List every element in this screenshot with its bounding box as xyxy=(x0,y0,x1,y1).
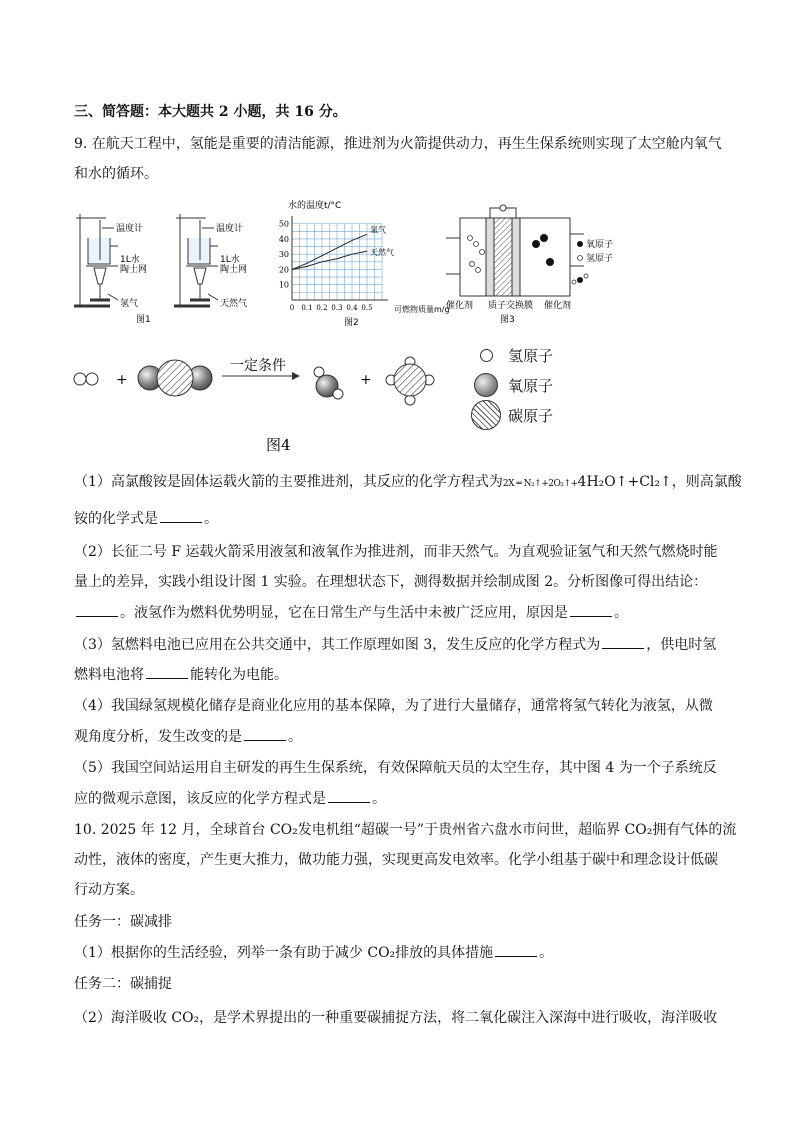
answer-blank[interactable] xyxy=(328,788,370,803)
hydrogen-atom-icon xyxy=(480,349,493,362)
q9-sub2-line1: （2）长征二号 F 运载火箭采用液氢和液氧作为推进剂，而非天然气。为直观验证氢气和天然气燃烧时能 xyxy=(74,544,718,560)
figure-3-fuel-cell xyxy=(440,204,630,326)
q9-sub3-line2 xyxy=(74,664,288,685)
q9-sub1-line1 xyxy=(74,472,742,494)
x-tick-labels xyxy=(290,304,373,312)
y-tick-label: 40 xyxy=(278,234,289,244)
y-axis-label: 水的温度t/°C xyxy=(288,201,342,211)
q9-sub5-text-b: 应的微观示意图，该反应的化学方程式是 xyxy=(74,791,326,807)
fig1-right-gauze: 陶土网 xyxy=(220,265,248,275)
answer-blank[interactable] xyxy=(495,942,537,957)
series-label-0: 氢气 xyxy=(370,225,386,235)
q10-intro-line2: 动性，液体的密度，产生更大推力，做功能力强，实现更高发电效率。化学小组基于碳中和理念设计低碳 xyxy=(74,852,718,868)
q9-sub1-text-c: 铵的化学式是 xyxy=(74,511,158,527)
answer-blank[interactable] xyxy=(602,634,644,649)
x-tick-label: 0.1 xyxy=(301,304,313,312)
answer-blank[interactable] xyxy=(244,726,286,741)
q10-sub1-line: （1）根据你的生活经验，列举一条有助于减少 CO₂排放的具体措施 。 xyxy=(74,942,553,963)
fig1-left-thermometer: 温度计 xyxy=(116,224,144,234)
q10-sub2-line: （2）海洋吸收 CO₂，是学术界提出的一种重要碳捕捉方法，将二氧化碳注入深海中进行吸收，海洋吸收 xyxy=(74,1010,718,1026)
fig1-right-gas: 天然气 xyxy=(220,299,248,309)
q9-intro-line2: 和水的循环。 xyxy=(74,166,158,182)
fig1-left-gauze: 陶土网 xyxy=(120,265,148,275)
x-tick-label: 0.3 xyxy=(331,304,343,312)
product-ch4 xyxy=(386,357,434,405)
fig3-legend-hydrogen: 氢原子 xyxy=(586,254,614,264)
fig3-legend-oxygen: 氧原子 xyxy=(586,240,614,250)
answer-blank[interactable] xyxy=(76,602,118,617)
q10-task1: 任务一：碳减排 xyxy=(74,914,172,930)
y-tick-label: 30 xyxy=(278,250,289,260)
fig2-caption: 图2 xyxy=(344,318,359,328)
x-tick-label: 0.2 xyxy=(316,304,328,312)
chart-grid xyxy=(292,224,382,300)
answer-blank[interactable] xyxy=(570,602,612,617)
series-label-1: 天然气 xyxy=(370,248,394,258)
q9-sub5-line2: 应的微观示意图，该反应的化学方程式是 。 xyxy=(74,788,386,809)
legend-carbon: 碳原子 xyxy=(508,406,554,425)
q9-intro-line1: 9. 在航天工程中，氢能是重要的清洁能源，推进剂为火箭提供动力，再生生保系统则实现了太空舱内氧气 xyxy=(74,136,722,152)
q9-sub4-line1: （4）我国绿氢规模化储存是商业化应用的基本保障，为了进行大量储存，通常将氢气转化为液氢，从微 xyxy=(74,698,713,714)
q9-sub3-line1 xyxy=(74,634,716,655)
reactant-co2 xyxy=(138,360,212,396)
y-tick-label: 50 xyxy=(278,219,289,229)
q9-sub3-text-b: ，供电时氢 xyxy=(646,637,717,653)
y-tick-label: 10 xyxy=(278,280,289,290)
product-h2o xyxy=(314,367,343,399)
q9-sub2-text-c: 。液氢作为燃料优势明显，它在日常生产与生活中未被广泛应用，原因是 xyxy=(120,605,568,621)
plus-sign-1: + xyxy=(116,372,128,388)
answer-blank[interactable] xyxy=(160,508,202,523)
fig3-membrane: 质子交换膜 xyxy=(488,301,534,311)
fig1-left-gas: 氢气 xyxy=(120,299,139,309)
reactant-h2 xyxy=(74,373,98,385)
oxygen-atom-icon xyxy=(474,373,498,397)
figure-4-reaction xyxy=(70,340,470,460)
q9-sub1-equation: 2X ═ N₂↑+2O₂↑+ xyxy=(502,479,578,489)
q9-sub4-line2: 观角度分析，发生改变的是 。 xyxy=(74,726,302,747)
q9-sub3-text-c: 燃料电池将 xyxy=(74,667,144,683)
fig4-legend xyxy=(470,340,553,430)
answer-blank[interactable] xyxy=(146,664,188,679)
fig3-catalyst-right: 催化剂 xyxy=(544,301,572,311)
q10-intro-line1: 10. 2025 年 12 月，全球首台 CO₂发电机组“超碳一号”于贵州省六盘水市问世，超临界 CO₂拥有气体的流 xyxy=(74,822,737,838)
fig1-right-water: 1L水 xyxy=(220,255,240,265)
x-axis-label: 可燃物质量m/g xyxy=(394,305,450,314)
q10-task2: 任务二：碳捕捉 xyxy=(74,976,172,992)
x-tick-label: 0.5 xyxy=(361,304,373,312)
x-tick-label: 0 xyxy=(289,304,295,312)
q9-sub3-text-d: 能转化为电能。 xyxy=(190,667,288,683)
y-tick-label: 20 xyxy=(278,265,289,275)
q10-sub1-text: （1）根据你的生活经验，列举一条有助于减少 CO₂排放的具体措施 xyxy=(74,945,494,961)
q9-sub4-text-b: 观角度分析，发生改变的是 xyxy=(74,729,242,745)
fig3-caption: 图3 xyxy=(500,315,515,325)
section-title: 三、简答题：本大题共 2 小题，共 16 分。 xyxy=(74,104,347,120)
q9-sub2-line2: 量上的差异，实践小组设计图 1 实验。在理想状态下，测得数据并绘制成图 2。分析图像可得出结论： xyxy=(74,574,708,590)
apparatus-right xyxy=(174,214,218,306)
fig4-caption: 图4 xyxy=(266,436,291,454)
figure-1-apparatus xyxy=(70,204,270,324)
fig3-catalyst-left: 催化剂 xyxy=(446,301,474,311)
arrow-head xyxy=(292,372,300,380)
carbon-atom-icon xyxy=(471,400,501,430)
q9-sub5-line1: （5）我国空间站运用自主研发的再生生保系统，有效保障航天员的太空生存，其中图 4 为一个子系统反 xyxy=(74,760,717,776)
q9-sub1-text-b: 4H₂O↑+Cl₂↑，则高氯酸 xyxy=(577,474,742,490)
q9-sub1-line2: 铵的化学式是 。 xyxy=(74,508,218,529)
q9-sub1-text-a: （1）高氯酸铵是固体运载火箭的主要推进剂，其反应的化学方程式为 xyxy=(74,474,503,490)
fig1-caption: 图1 xyxy=(136,315,151,324)
fig1-right-thermometer: 温度计 xyxy=(216,224,244,234)
q9-sub2-line3: 。液氢作为燃料优势明显，它在日常生产与生活中未被广泛应用，原因是 。 xyxy=(74,602,628,623)
y-tick-labels xyxy=(279,220,289,290)
fig1-left-water: 1L水 xyxy=(120,255,140,265)
legend-hydrogen: 氢原子 xyxy=(508,346,554,365)
plus-sign-2: + xyxy=(360,372,372,388)
figure-2-chart xyxy=(272,198,452,328)
q10-intro-line3: 行动方案。 xyxy=(74,882,144,898)
reaction-condition: 一定条件 xyxy=(230,358,286,374)
x-tick-label: 0.4 xyxy=(346,304,358,312)
apparatus-left xyxy=(74,214,118,306)
q9-sub3-text-a: （3）氢燃料电池已应用在公共交通中，其工作原理如图 3，发生反应的化学方程式为 xyxy=(74,637,601,653)
legend-oxygen: 氧原子 xyxy=(508,376,554,395)
